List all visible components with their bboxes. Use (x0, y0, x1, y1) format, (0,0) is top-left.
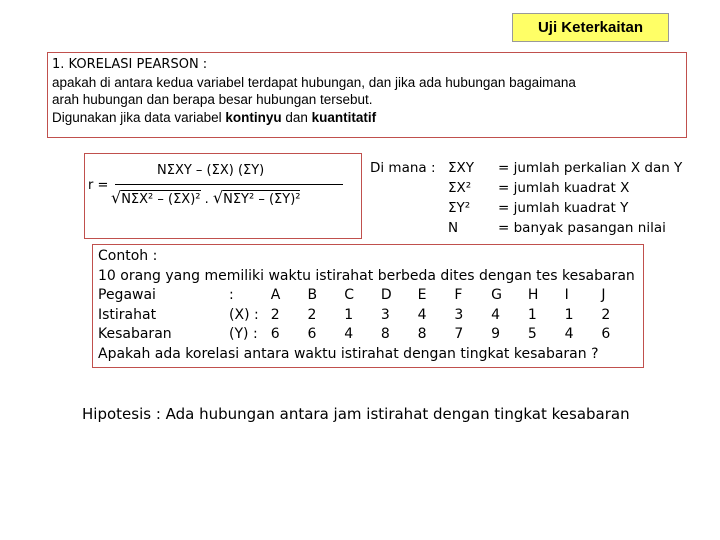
table-cell: I (564, 287, 569, 303)
legend-symbol: ΣX² (448, 180, 472, 196)
table-cell: G (491, 287, 502, 303)
table-cell: 2 (601, 306, 611, 323)
keyword-kontinyu: kontinyu (225, 109, 282, 125)
table-cell: A (270, 287, 281, 303)
table-cell: 3 (380, 306, 390, 323)
table-row (98, 286, 638, 306)
legend-row (370, 218, 682, 238)
example-table (98, 286, 638, 345)
example-box (92, 244, 644, 368)
formula-legend (370, 158, 682, 238)
legend-desc: = jumlah kuadrat Y (498, 200, 629, 216)
legend-label: Di mana : (370, 160, 436, 176)
table-cell: 6 (307, 326, 317, 342)
table-cell: C (344, 287, 354, 303)
denominator-y-term: NΣY² – (ΣY)² (223, 192, 301, 207)
legend-desc: = jumlah perkalian X dan Y (498, 160, 683, 176)
table-cell: J (601, 287, 606, 303)
formula-lhs: r = (88, 178, 109, 193)
legend-desc: = banyak pasangan nilai (498, 220, 666, 236)
pearson-heading: 1. KORELASI PEARSON : (52, 57, 208, 72)
table-cell: 4 (564, 326, 574, 342)
table-cell: 1 (344, 306, 354, 323)
example-heading: Contoh : (98, 248, 158, 264)
intro-line-1: apakah di antara kedua variabel terdapat hubungan, dan jika ada hubungan bagaimana (52, 74, 576, 90)
table-cell: 3 (454, 306, 464, 323)
table-cell: F (454, 287, 463, 303)
row-label: Pegawai (98, 287, 156, 303)
example-question: Apakah ada korelasi antara waktu istirahat dengan tingkat kesabaran ? (98, 345, 599, 362)
pearson-intro-box (47, 52, 687, 138)
table-cell: 8 (417, 326, 427, 342)
formula-denominator (111, 188, 300, 207)
table-cell: E (417, 287, 427, 303)
legend-symbol: ΣXY (448, 160, 475, 176)
intro-line-3-mid: dan (281, 109, 312, 125)
keyword-kuantitatif: kuantitatif (311, 109, 377, 125)
table-cell: 1 (564, 306, 574, 323)
row-label: Istirahat (98, 306, 157, 323)
formula-numerator: NΣXY – (ΣX) (ΣY) (157, 163, 265, 178)
legend-symbol: N (448, 220, 459, 236)
table-cell: 4 (417, 306, 427, 323)
row-label: Kesabaran (98, 326, 172, 342)
table-cell: 4 (344, 326, 354, 342)
intro-line-3 (52, 109, 682, 127)
table-cell: B (307, 287, 318, 303)
example-description: 10 orang yang memiliki waktu istirahat berbeda dites dengan tes kesabaran (98, 267, 635, 284)
table-cell: 1 (527, 306, 537, 323)
row-code: (X) : (229, 306, 259, 323)
table-cell: 2 (307, 306, 317, 323)
table-cell: 5 (527, 326, 537, 342)
hypothesis-text: Hipotesis : Ada hubungan antara jam istirahat dengan tingkat kesabaran (82, 405, 630, 423)
table-cell: 7 (454, 326, 464, 342)
table-cell: 9 (491, 326, 501, 342)
sqrt-icon: √ (111, 188, 122, 207)
denominator-dot: . (200, 192, 213, 207)
row-code: (Y) : (229, 326, 258, 342)
table-row (98, 325, 638, 345)
intro-line-2: arah hubungan dan berapa besar hubungan tersebut. (52, 92, 373, 107)
fraction-bar (115, 184, 343, 185)
legend-row (370, 198, 682, 218)
table-cell: 8 (380, 326, 390, 342)
table-cell: 4 (491, 306, 501, 323)
table-cell: 6 (601, 326, 611, 342)
row-code: : (229, 287, 234, 303)
legend-symbol: ΣY² (448, 200, 471, 216)
page-title: Uji Keterkaitan (512, 13, 669, 42)
legend-row (370, 178, 682, 198)
legend-row (370, 158, 682, 178)
table-cell: H (527, 287, 539, 303)
sqrt-icon: √ (212, 188, 224, 207)
intro-line-3-prefix: Digunakan jika data variabel (52, 109, 226, 125)
legend-desc: = jumlah kuadrat X (498, 180, 630, 196)
table-cell: 2 (270, 306, 280, 323)
table-row (98, 306, 638, 326)
table-cell: D (380, 287, 392, 303)
pearson-formula-box (84, 153, 362, 239)
table-cell: 6 (270, 326, 280, 342)
denominator-x-term: NΣX² – (ΣX)² (121, 192, 201, 207)
